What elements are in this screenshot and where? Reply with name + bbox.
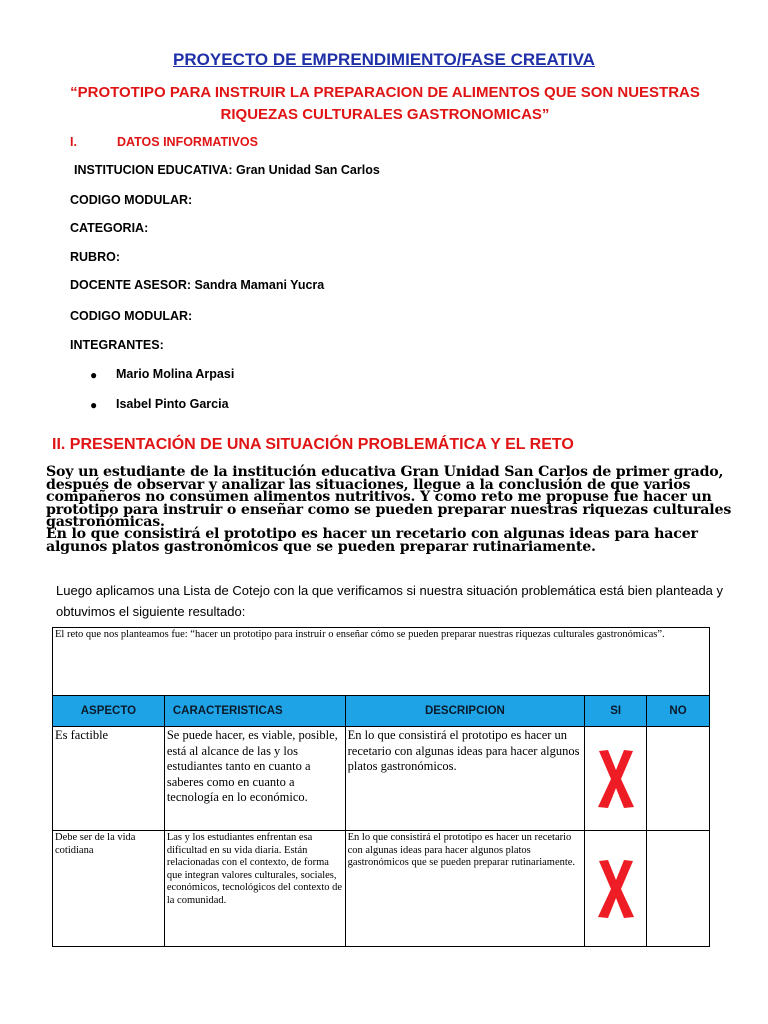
field-institucion: INSTITUCION EDUCATIVA: Gran Unidad San Carlos (74, 163, 380, 177)
member-item: Isabel Pinto Garcia (116, 397, 229, 411)
field-categoria: CATEGORIA: (70, 221, 149, 235)
field-rubro: RUBRO: (70, 250, 120, 264)
x-mark-icon (596, 858, 636, 920)
row-descripcion: En lo que consistirá el prototipo es hacer un recetario con algunas ideas para hacer algunos platos gastronómicos que se pueden preparar rutinariamente. (345, 831, 585, 947)
section2-heading: II. PRESENTACIÓN DE UNA SITUACIÓN PROBLEMÁTICA Y EL RETO (52, 436, 574, 453)
row-caracteristicas: Las y los estudiantes enfrentan esa dificultad en su vida diaria. Están relacionadas con el contexto, de forma que integran valores culturales, sociales, económicos, tecnológicos del contexto de la comunidad. (164, 831, 345, 947)
bullet-icon: ● (90, 368, 98, 382)
checklist-intro: Luego aplicamos una Lista de Cotejo con la que verificamos si nuestra situación problemática está bien planteada y obtuvimos el siguiente resultado: (56, 583, 724, 619)
no-cell (647, 831, 710, 947)
field-codigo-modular-2: CODIGO MODULAR: (70, 309, 193, 323)
no-cell (647, 727, 710, 831)
header-descripcion: DESCRIPCION (345, 696, 585, 727)
section1-heading: DATOS INFORMATIVOS (117, 135, 258, 149)
header-no: NO (647, 696, 710, 727)
row-aspecto: Es factible (53, 727, 165, 831)
row-descripcion: En lo que consistirá el prototipo es hacer un recetario con algunas ideas para hacer algunos platos gastronómicos. (345, 727, 585, 831)
project-subtitle: “PROTOTIPO PARA INSTRUIR LA PREPARACION DE ALIMENTOS QUE SON NUESTRAS RIQUEZAS CULTURALES GASTRONOMICAS” (70, 84, 700, 123)
si-cell (585, 727, 647, 831)
header-caracteristicas: CARACTERISTICAS (164, 696, 345, 727)
table-row (53, 831, 710, 947)
header-aspecto: ASPECTO (53, 696, 165, 727)
problem-paragraph: Soy un estudiante de la institución educativa Gran Unidad San Carlos de primer grado, después de observar y analizar las situaciones, llegue a la conclusión de que varios compañeros no consumen alimentos nutritivos. Y como reto me propuse fue hacer un prototipo para instruir o enseñar como se pueden preparar nuestras riquezas culturales gastronómicas. (46, 464, 732, 530)
table-row (53, 727, 710, 831)
field-integrantes: INTEGRANTES: (70, 338, 164, 352)
row-caracteristicas: Se puede hacer, es viable, posible, está al alcance de las y los estudiantes tanto en cuanto a saberes como en cuanto a tecnología en lo económico. (164, 727, 345, 831)
x-mark-icon (596, 748, 636, 810)
field-docente: DOCENTE ASESOR: Sandra Mamani Yucra (70, 278, 325, 292)
prototype-paragraph: En lo que consistirá el prototipo es hacer un recetario con algunas ideas para hacer algunos platos gastronómicos que se pueden preparar rutinariamente. (46, 526, 698, 555)
reto-cell: El reto que nos planteamos fue: “hacer un prototipo para instruir o enseñar cómo se pueden preparar nuestras riquezas culturales gastronómicas”. (53, 628, 710, 696)
member-item: Mario Molina Arpasi (116, 367, 235, 381)
section1-number: I. (70, 135, 77, 149)
page-title: PROYECTO DE EMPRENDIMIENTO/FASE CREATIVA (173, 50, 595, 69)
si-cell (585, 831, 647, 947)
row-aspecto: Debe ser de la vida cotidiana (53, 831, 165, 947)
bullet-icon: ● (90, 398, 98, 412)
checklist-table (52, 627, 710, 947)
header-si: SI (585, 696, 647, 727)
field-codigo-modular: CODIGO MODULAR: (70, 193, 193, 207)
